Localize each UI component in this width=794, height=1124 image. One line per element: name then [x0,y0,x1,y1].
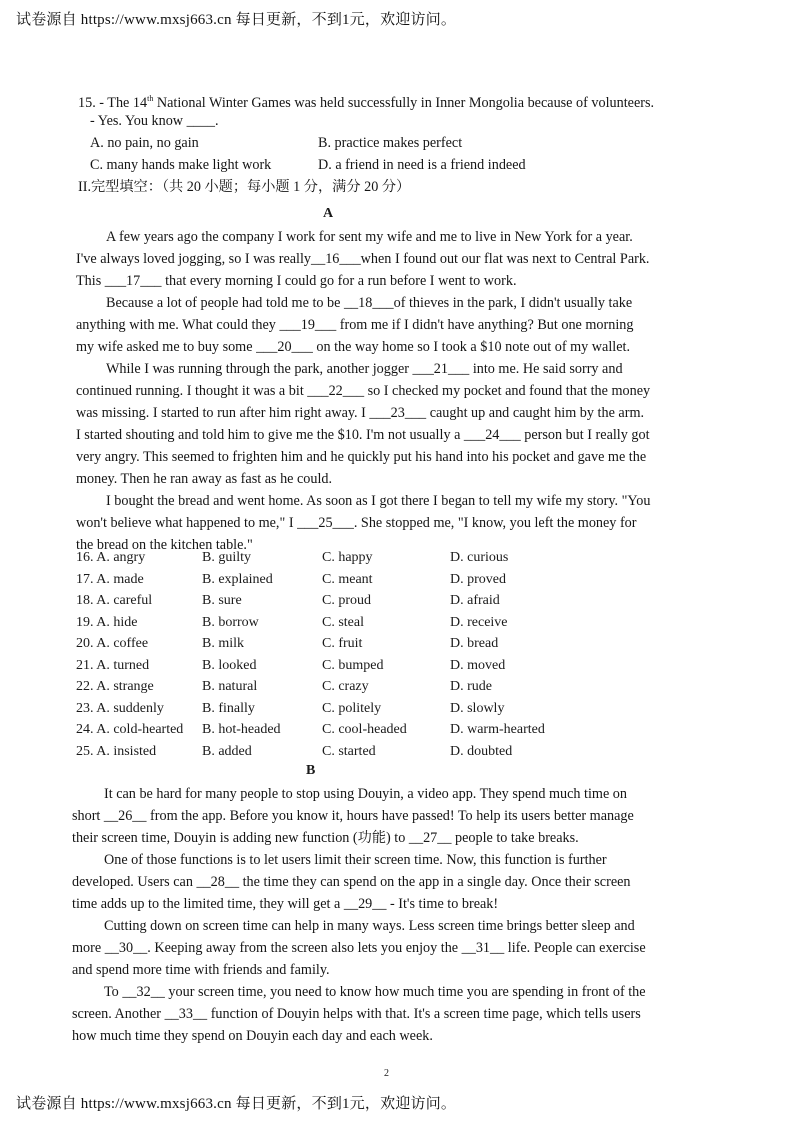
passage-b-line: Cutting down on screen time can help in many ways. Less screen time brings better sleep and [104,918,635,934]
option-21-c: C. bumped [322,657,384,673]
passage-a-line: my wife asked me to buy some ___20___ on the way home so I took a $10 note out of my wallet. [76,339,631,355]
passage-a-line: continued running. I thought it was a bit ___22___ so I checked my pocket and found that the money [76,383,651,399]
option-16-d: D. curious [450,550,509,565]
source-banner-top: 试卷源自 https://www.mxsj663.cn 每日更新，不到1元，欢迎访问。 [16,12,457,28]
option-20-b: B. milk [202,636,245,651]
question-15-prefix: 15. - The 14 [78,95,148,111]
passage-a-line: While I was running through the park, another jogger ___21___ into me. He said sorry and [106,361,623,377]
question-15-option-d: D. a friend in need is a friend indeed [318,157,526,173]
passage-a-line: anything with me. What could they ___19___ from me if I didn't have anything? But one morning [76,317,634,333]
section-2-heading: II.完型填空：（共 20 小题；每小题 1 分，满分 20 分） [78,179,411,195]
passage-a-line: A few years ago the company I work for sent my wife and me to live in New York for a year. [106,229,633,245]
passage-a-line: very angry. This seemed to frighten him and he quickly put his hand into his pocket and gave me the [76,449,647,465]
passage-a-line: I've always loved jogging, so I was really__16___when I found out our flat was next to Central Park. [76,251,650,267]
question-15-option-b: B. practice makes perfect [318,135,463,151]
passage-a-line: Because a lot of people had told me to be __18___of thieves in the park, I didn't usually take [106,295,633,311]
question-15-option-a: A. no pain, no gain [90,135,199,151]
option-23-c: C. politely [322,700,382,716]
option-17-b: B. explained [202,571,273,587]
option-21-a: 21. A. turned [76,657,150,673]
passage-a-line: money. Then he ran away as fast as he could. [76,471,333,487]
option-19-d: D. receive [450,614,508,630]
option-22-a: 22. A. strange [76,679,154,694]
option-23-b: B. finally [202,700,255,716]
question-15-option-c: C. many hands make light work [90,157,272,173]
option-19-a: 19. A. hide [76,614,138,630]
option-24-b: B. hot-headed [202,722,281,737]
option-24-c: C. cool-headed [322,722,407,737]
source-banner-bottom: 试卷源自 https://www.mxsj663.cn 每日更新，不到1元，欢迎访问。 [16,1096,457,1112]
question-15-line2: - Yes. You know ____. [90,113,219,129]
question-15-stem [78,90,654,112]
option-16-a: 16. A. angry [76,550,146,565]
passage-a-line: won't believe what happened to me," I ___25___. She stopped me, "I know, you left the money for [76,515,637,531]
option-23-d: D. slowly [450,700,505,716]
question-15-sup: th [147,94,154,103]
option-18-d: D. afraid [450,593,500,608]
passage-a-line: was missing. I started to run after him right away. I ___23___ caught up and caught him by the arm. [76,405,645,421]
option-24-a: 24. A. cold-hearted [76,722,184,737]
passage-a-line: I bought the bread and went home. As soon as I got there I began to tell my wife my story. "You [106,493,651,509]
passage-b-line: time adds up to the limited time, they will get a __29__ - It's time to break! [72,896,499,912]
passage-b-line: screen. Another __33__ function of Douyin helps with that. It's a screen time page, which tells users [72,1006,641,1022]
passage-b-heading: B [306,763,316,778]
passage-b-line: short __26__ from the app. Before you know it, hours have passed! To help its users better manage [72,808,634,824]
option-25-d: D. doubted [450,743,513,759]
option-18-a: 18. A. careful [76,593,153,608]
option-19-b: B. borrow [202,614,259,630]
passage-b-line: It can be hard for many people to stop using Douyin, a video app. They spend much time on [104,786,627,802]
option-20-c: C. fruit [322,636,363,651]
option-24-d: D. warm-hearted [450,722,545,737]
passage-b-line: developed. Users can __28__ the time they can spend on the app in a single day. Once their screen [72,874,631,890]
page-number: 2 [384,1068,389,1079]
option-18-c: C. proud [322,593,371,608]
option-18-b: B. sure [202,593,242,608]
option-23-a: 23. A. suddenly [76,700,164,716]
option-20-a: 20. A. coffee [76,636,149,651]
option-25-b: B. added [202,743,252,759]
passage-a-heading: A [323,206,334,221]
option-17-d: D. proved [450,571,506,587]
passage-b-line: their screen time, Douyin is adding new function (功能) to __27__ people to take breaks. [72,830,579,846]
option-25-c: C. started [322,743,376,759]
option-16-c: C. happy [322,550,373,565]
passage-b-line: more __30__. Keeping away from the screen also lets you enjoy the __31__ life. People can exercise [72,940,646,956]
passage-b-line: and spend more time with friends and family. [72,962,330,978]
option-21-b: B. looked [202,657,257,673]
option-17-a: 17. A. made [76,571,144,587]
question-15-rest: National Winter Games was held successfully in Inner Mongolia because of volunteers. [153,95,655,111]
option-17-c: C. meant [322,571,373,587]
passage-b-line: how much time they spend on Douyin each day and each week. [72,1028,433,1044]
option-25-a: 25. A. insisted [76,743,157,759]
passage-a-line: the bread on the kitchen table." [76,537,253,553]
option-22-c: C. crazy [322,679,369,694]
passage-b-line: To __32__ your screen time, you need to know how much time you are spending in front of the [104,984,646,1000]
passage-a-line: This ___17___ that every morning I could go for a run before I went to work. [76,273,517,289]
option-22-b: B. natural [202,679,258,694]
passage-b-line: One of those functions is to let users limit their screen time. Now, this function is further [104,852,607,868]
option-16-b: B. guilty [202,550,252,565]
option-20-d: D. bread [450,636,499,651]
option-22-d: D. rude [450,679,492,694]
option-21-d: D. moved [450,657,506,673]
passage-a-line: I started shouting and told him to give me the $10. I'm not usually a ___24___ person but I really got [76,427,650,443]
option-19-c: C. steal [322,614,364,630]
